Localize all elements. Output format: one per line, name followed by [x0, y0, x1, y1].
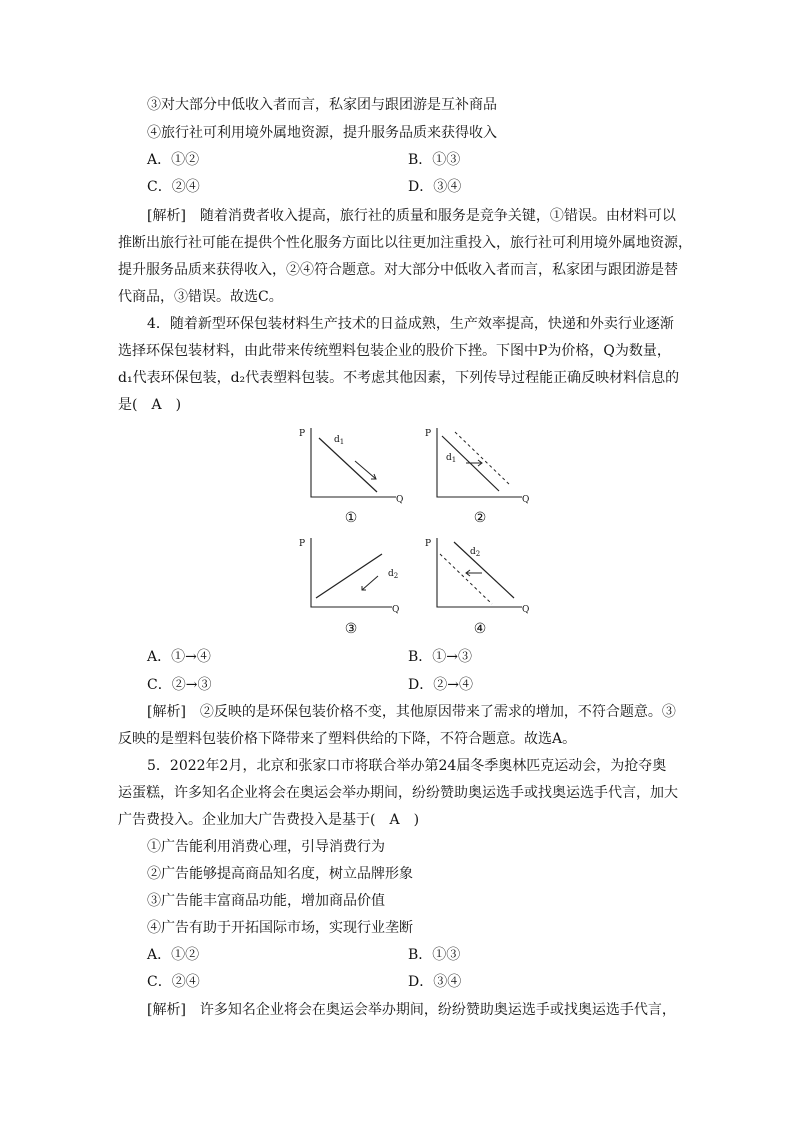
shifted-demand-curve — [455, 432, 511, 486]
shifted-demand-curve — [440, 554, 492, 604]
q4-choice-a: A．①→④ — [147, 649, 211, 665]
q4-analysis-line: 反映的是塑料包装价格下降带来了塑料供给的下降，不符合题意。故选A。 — [118, 731, 577, 747]
q4-choice-b: B．①→③ — [408, 649, 473, 665]
q5-choice-d: D．③④ — [408, 974, 462, 990]
axis-q-label: Q — [396, 495, 404, 505]
q5-stem-line: 运蛋糕，许多知名企业将会在奥运会举办期间，纷纷赞助奥运选手或找奥运选手代言，加大 — [118, 785, 678, 801]
axis-p-label: P — [425, 429, 432, 439]
curve-label-d1: $d_1$ — [446, 453, 457, 464]
graph-3-caption: ③ — [344, 621, 358, 637]
q5-stem-line: 广告费投入。企业加大广告费投入是基于( A ) — [118, 812, 420, 828]
q3-option-3: ③对大部分中低收入者而言，私家团与跟团游是互补商品 — [147, 97, 497, 113]
q4-analysis-line: [解析] ②反映的是环保包装价格不变，其他原因带来了需求的增加，不符合题意。③ — [147, 704, 676, 720]
graph-2 — [422, 424, 532, 506]
q4-stem-line: d₁代表环保包装，d₂代表塑料包装。不考虑其他因素，下列传导过程能正确反映材料信息的 — [118, 370, 680, 386]
demand-curve — [454, 542, 514, 598]
q4-choice-c: C．②→③ — [147, 677, 212, 693]
q5-option-3: ③广告能丰富商品功能，增加商品价值 — [147, 893, 385, 909]
q5-analysis-line: [解析] 许多知名企业将会在奥运会举办期间，纷纷赞助奥运选手或找奥运选手代言， — [147, 1002, 676, 1018]
graph-4 — [422, 534, 532, 616]
q5-choice-a: A．①② — [147, 947, 200, 963]
q3-analysis-line: 提升服务品质来获得收入，②④符合题意。对大部分中低收入者而言，私家团与跟团游是替 — [118, 262, 678, 278]
axis-q-label: Q — [392, 605, 400, 615]
q3-choice-a: A．①② — [147, 152, 200, 168]
q3-analysis-line: 推断出旅行社可能在提供个性化服务方面比以往更加注重投入，旅行社可利用境外属地资源， — [118, 235, 692, 251]
axis-q-label: Q — [522, 495, 530, 505]
axis-q-label: Q — [522, 605, 530, 615]
demand-curve — [319, 438, 377, 492]
q4-stem-line: 是( A ) — [118, 397, 182, 413]
axis-p-label: P — [299, 539, 306, 549]
graph-3 — [296, 534, 406, 616]
arrow-down-icon — [355, 461, 376, 479]
q4-choice-d: D．②→④ — [408, 677, 473, 693]
q5-option-2: ②广告能够提高商品知名度，树立品牌形象 — [147, 866, 413, 882]
graph-1 — [296, 424, 406, 506]
axis-p-label: P — [425, 539, 432, 549]
q3-choice-d: D．③④ — [408, 179, 462, 195]
curve-label-d1: $d_1$ — [334, 435, 345, 446]
q3-option-4: ④旅行社可利用境外属地资源，提升服务品质来获得收入 — [147, 125, 497, 141]
supply-curve — [316, 554, 382, 598]
q3-choice-c: C．②④ — [147, 179, 200, 195]
q3-analysis-line: [解析] 随着消费者收入提高，旅行社的质量和服务是竞争关键，①错误。由材料可以 — [147, 208, 676, 224]
graph-1-caption: ① — [344, 510, 358, 526]
axis-p-label: P — [299, 429, 306, 439]
axes — [311, 538, 392, 607]
q5-choice-b: B．①③ — [408, 947, 461, 963]
axes — [311, 428, 396, 497]
q3-choice-b: B．①③ — [408, 152, 461, 168]
q4-stem-line: 选择环保包装材料，由此带来传统塑料包装企业的股价下挫。下图中P为价格，Q为数量， — [118, 343, 671, 359]
q3-analysis-line: 代商品，③错误。故选C。 — [118, 289, 283, 305]
graph-2-caption: ② — [473, 510, 487, 526]
q4-stem-line: 4．随着新型环保包装材料生产技术的日益成熟，生产效率提高，快递和外卖行业逐渐 — [147, 316, 674, 332]
q5-option-4: ④广告有助于开拓国际市场，实现行业垄断 — [147, 920, 413, 936]
curve-label-d2: $d_2$ — [470, 547, 481, 558]
q5-choice-c: C．②④ — [147, 974, 200, 990]
arrow-down-left-icon — [362, 576, 378, 590]
q5-option-1: ①广告能利用消费心理，引导消费行为 — [147, 839, 385, 855]
curve-label-d2: $d_2$ — [388, 569, 399, 580]
graph-4-caption: ④ — [473, 621, 487, 637]
q5-stem-line: 5．2022年2月，北京和张家口市将联合举办第24届冬季奥林匹克运动会，为抢夺奥 — [147, 758, 667, 774]
